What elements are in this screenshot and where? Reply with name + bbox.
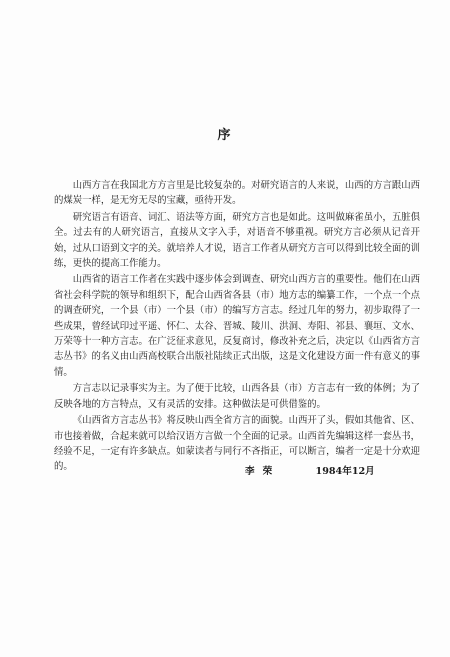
paragraph-2: 研究语言有语音、词汇、语法等方面，研究方言也是如此。这叫做麻雀虽小，五脏俱全。过去有的人研究语言，直接从文字入手，对语音不够重视。研究方言必须从记音开始，过从口语到文字的关。就培养人才说，语言工作者从研究方言可以得到比较全面的训练，更快的提高工作能力。 — [54, 211, 420, 270]
preface-body — [54, 178, 420, 476]
paragraph-5: 《山西省方言志丛书》将反映山西全省方言的面貌。山西开了头，假如其他省、区、市也接着做，合起来就可以给汉语方言做一个全面的记录。山西首先编辑这样一套丛书，经验不足，一定有许多缺点。如蒙读者与同行不吝指正，可以断言，编者一定是十分欢迎的。 — [54, 415, 420, 473]
paragraph-1: 山西方言在我国北方方言里是比较复杂的。对研究语言的人来说，山西的方言跟山西的煤炭一样，是无穷无尽的宝藏，亟待开发。 — [54, 180, 420, 207]
author-name: 李荣 — [245, 466, 281, 477]
paragraph-4: 方言志以记录事实为主。为了便于比较，山西各县（市）方言志有一致的体例；为了反映各地的方言特点，又有灵活的安排。这种做法是可供借鉴的。 — [54, 383, 420, 410]
paragraph-3: 山西省的语言工作者在实践中逐步体会到调查、研究山西方言的重要性。他们在山西省社会科学院的领导和组织下，配合山西省各县（市）地方志的编纂工作，一个点一个点的调查研究，一个县（市）一个县（市）的编写方言志。经过几年的努力，初步取得了一些成果，曾经试印过平遥、怀仁、太谷、晋城、陵川、洪洞、寿阳、祁县、襄垣、文水、万荣等十一种方言志。在广泛征求意见，反复商讨，修改补充之后，决定以《山西省方言志丛书》的名义由山西高校联合出版社陆续正式出版，这是文化建设方面一件有意义的事情。 — [54, 274, 420, 378]
signature-block — [245, 463, 445, 477]
page-title: 序 — [217, 128, 233, 143]
signature-date: 1984年12月 — [315, 466, 375, 477]
